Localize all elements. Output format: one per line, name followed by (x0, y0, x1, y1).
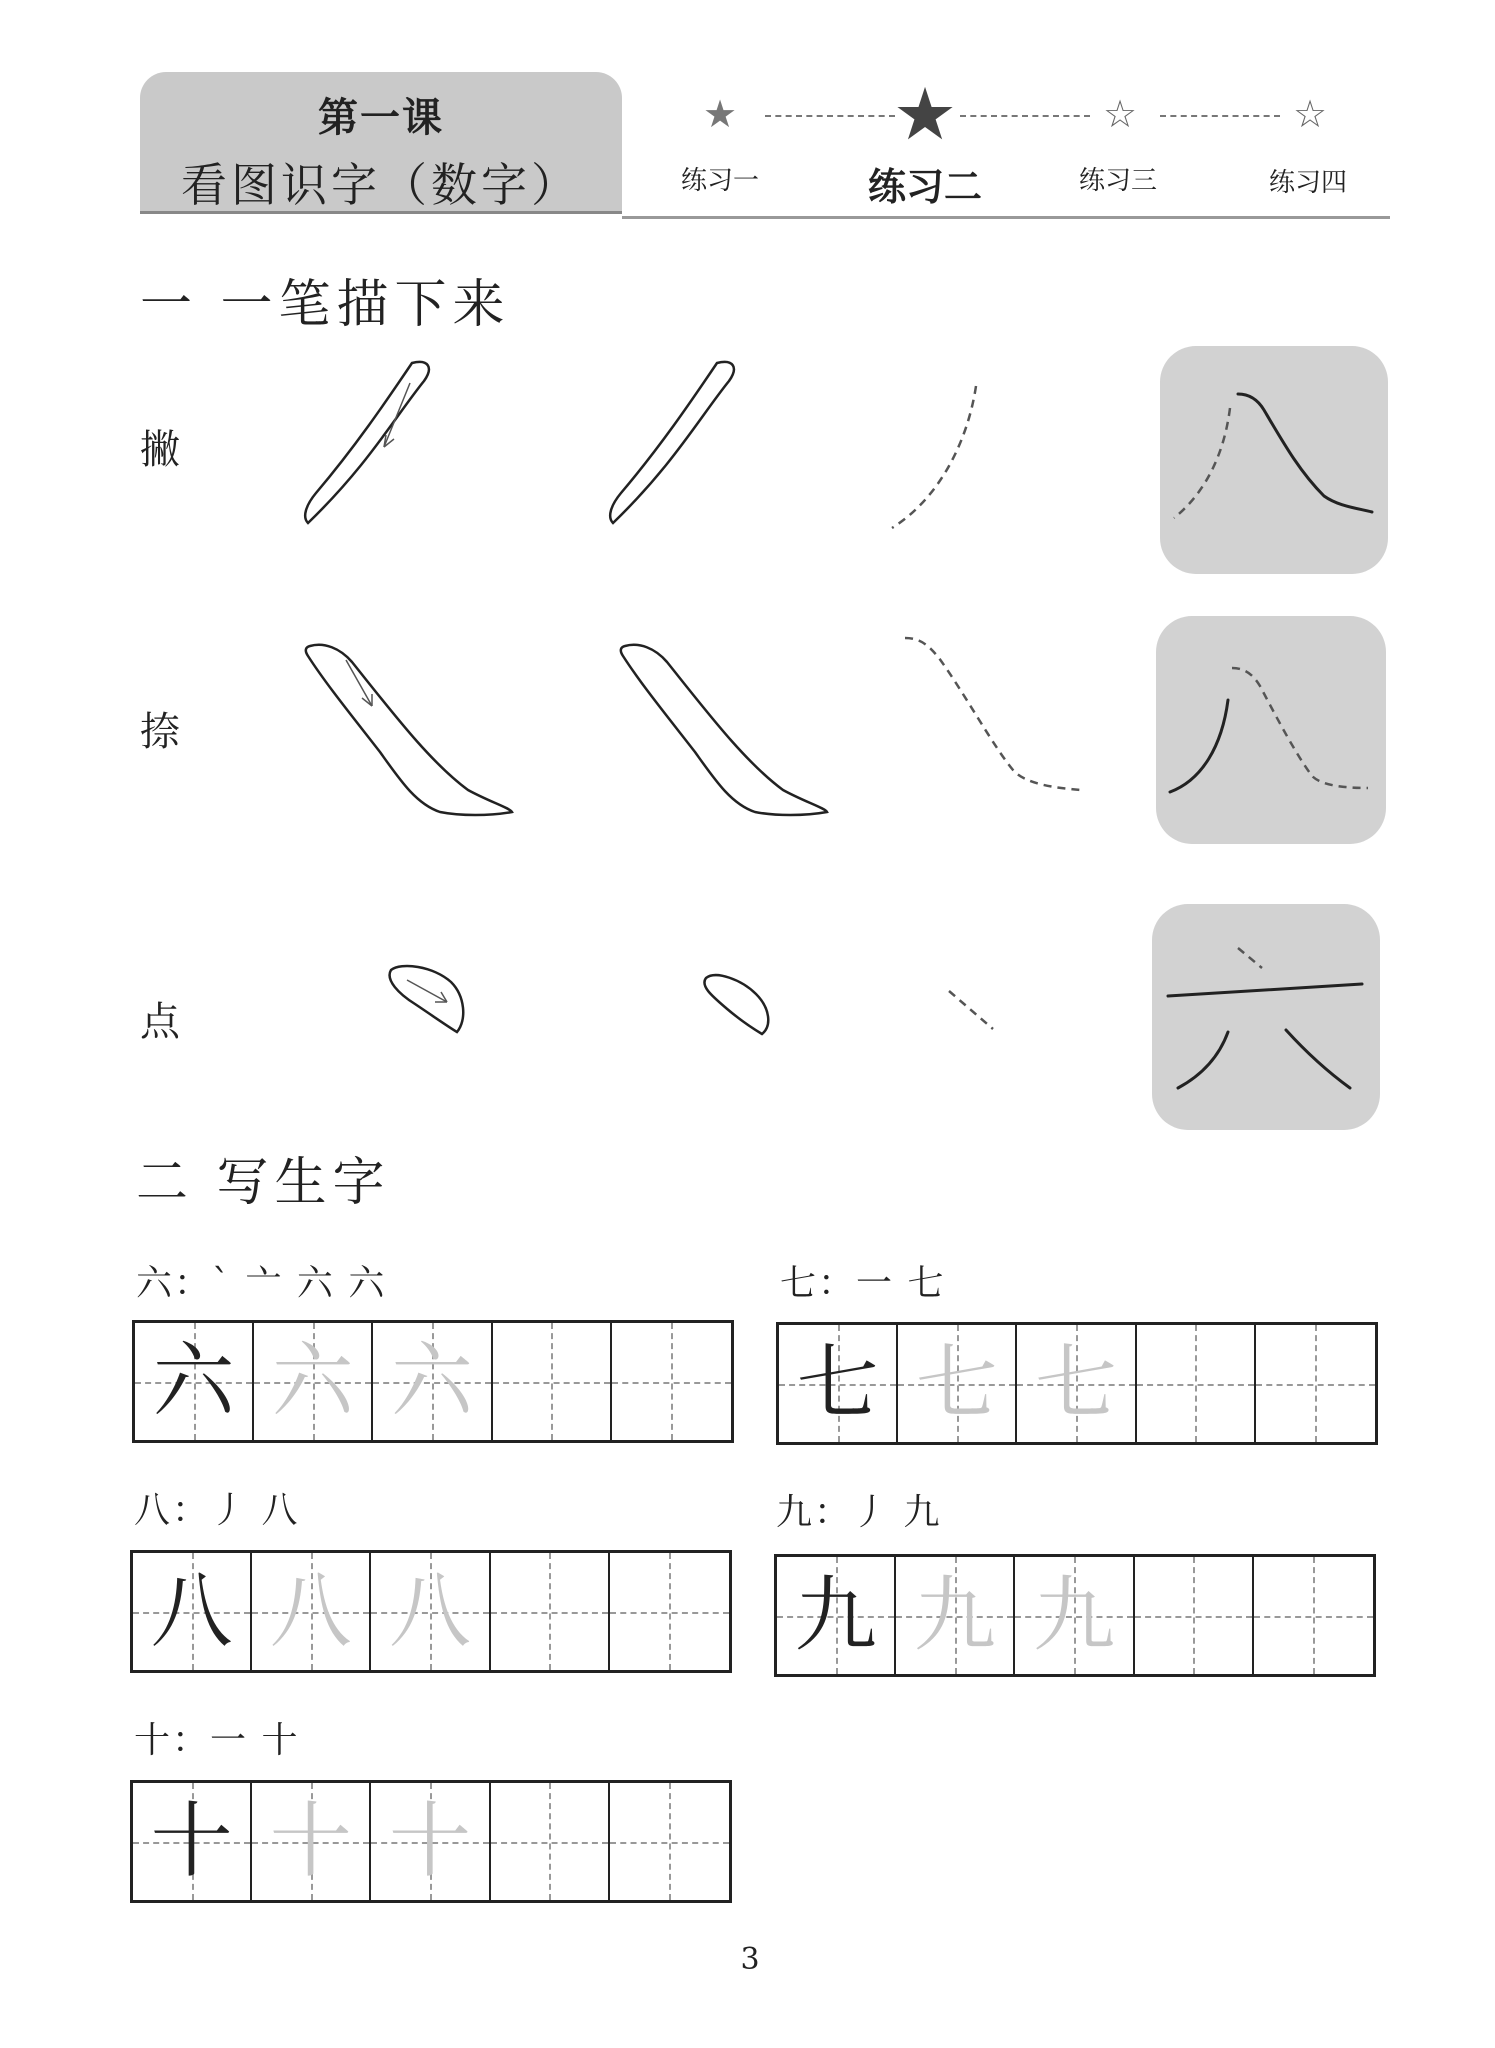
star-current-icon: ★ (892, 72, 958, 156)
grid-cell (252, 1553, 371, 1670)
grid-cell (779, 1325, 898, 1442)
na-stroke-guided (300, 640, 520, 820)
grid-cell (1015, 1557, 1134, 1674)
stroke-name-dian: 点 (140, 999, 180, 1045)
empty-cell[interactable] (1254, 1557, 1373, 1674)
section1-heading: 一 一笔描下来 (140, 275, 511, 335)
trace-char: 九 (1033, 1567, 1116, 1663)
dian-stroke-outline (700, 968, 780, 1040)
grid-cell (135, 1323, 254, 1440)
pie-stroke-outline (605, 355, 755, 535)
trace-char: 十 (389, 1793, 472, 1889)
exercise-label-1: 练习一 (680, 166, 759, 196)
trace-char: 七 (915, 1335, 998, 1431)
word-label-liu: 六：` 亠 六 六 (136, 1263, 387, 1304)
header-divider (622, 216, 1390, 219)
grid-cell (252, 1783, 371, 1900)
dian-stroke-guided (385, 960, 475, 1040)
grid-cell (133, 1553, 252, 1670)
writing-grid-liu (132, 1320, 734, 1443)
trace-char: 八 (269, 1563, 352, 1659)
grid-cell (898, 1325, 1017, 1442)
empty-cell[interactable] (1256, 1325, 1375, 1442)
empty-cell[interactable] (612, 1323, 731, 1440)
trace-char: 六 (271, 1333, 354, 1429)
liu-char-dian-diagram (1152, 904, 1380, 1130)
word-label-qi: 七：一 七 (780, 1263, 946, 1304)
word-label-jiu: 九：丿 九 (776, 1492, 942, 1533)
grid-cell (254, 1323, 373, 1440)
trace-char: 八 (389, 1563, 472, 1659)
na-example-box (1156, 616, 1386, 844)
exercise-label-2: 练习二 (867, 164, 982, 209)
grid-cell (896, 1557, 1015, 1674)
empty-cell[interactable] (610, 1783, 729, 1900)
grid-cell (777, 1557, 896, 1674)
progress-dash (960, 115, 1090, 117)
pie-example-box (1160, 346, 1388, 574)
writing-grid-shi (130, 1780, 732, 1903)
star-filled-icon: ★ (702, 92, 738, 136)
star-empty-icon: ☆ (1102, 92, 1138, 136)
exercise-label-3: 练习三 (1078, 166, 1157, 196)
page-number: 3 (740, 1942, 760, 1977)
model-char: 九 (794, 1567, 877, 1663)
star-empty-icon: ☆ (1292, 92, 1328, 136)
progress-dash (765, 115, 895, 117)
word-label-shi: 十：一 十 (134, 1720, 300, 1761)
grid-cell (1017, 1325, 1136, 1442)
empty-cell[interactable] (610, 1553, 729, 1670)
lesson-tab (140, 72, 622, 214)
section2-heading: 二 写生字 (136, 1153, 391, 1213)
trace-char: 六 (391, 1333, 474, 1429)
empty-cell[interactable] (491, 1783, 610, 1900)
writing-grid-qi (776, 1322, 1378, 1445)
grid-cell (373, 1323, 492, 1440)
stroke-name-na: 捺 (140, 709, 180, 755)
grid-cell (371, 1783, 490, 1900)
empty-cell[interactable] (1135, 1557, 1254, 1674)
trace-char: 十 (269, 1793, 352, 1889)
model-char: 七 (796, 1335, 879, 1431)
model-char: 十 (150, 1793, 233, 1889)
na-stroke-outline (615, 640, 835, 820)
ba-char-na-diagram (1156, 616, 1386, 844)
lesson-title: 第一课 (318, 94, 444, 141)
empty-cell[interactable] (491, 1553, 610, 1670)
pie-stroke-guided (300, 355, 460, 535)
empty-cell[interactable] (1137, 1325, 1256, 1442)
progress-dash (1160, 115, 1280, 117)
dian-example-box (1152, 904, 1380, 1130)
pie-stroke-dashed (880, 380, 990, 540)
grid-cell (371, 1553, 490, 1670)
exercise-label-4: 练习四 (1268, 168, 1347, 198)
lesson-subtitle: 看图识字（数字） (181, 158, 581, 212)
trace-char: 七 (1035, 1335, 1118, 1431)
empty-cell[interactable] (493, 1323, 612, 1440)
model-char: 八 (150, 1563, 233, 1659)
stroke-name-pie: 撇 (140, 427, 180, 473)
ba-char-pie-diagram (1160, 346, 1388, 574)
dian-stroke-dashed (945, 985, 1005, 1035)
grid-cell (133, 1783, 252, 1900)
na-stroke-dashed (895, 630, 1095, 800)
model-char: 六 (152, 1333, 235, 1429)
writing-grid-ba (130, 1550, 732, 1673)
writing-grid-jiu (774, 1554, 1376, 1677)
trace-char: 九 (913, 1567, 996, 1663)
word-label-ba: 八：丿 八 (134, 1490, 300, 1531)
